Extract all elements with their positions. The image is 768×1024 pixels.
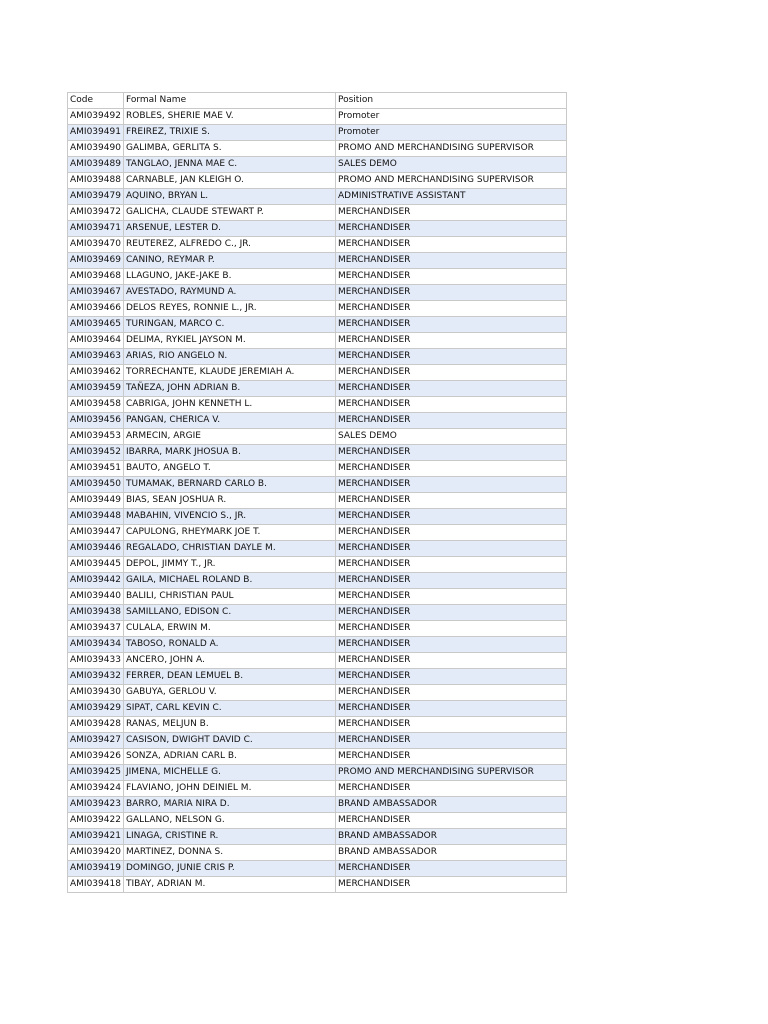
table-row	[68, 221, 567, 237]
cell-code: AMI039419	[68, 861, 124, 877]
header-position: Position	[336, 93, 567, 109]
cell-code: AMI039425	[68, 765, 124, 781]
cell-position: MERCHANDISER	[336, 781, 567, 797]
cell-formal-name: SAMILLANO, EDISON C.	[124, 605, 336, 621]
table-row	[68, 829, 567, 845]
table-row	[68, 365, 567, 381]
cell-code: AMI039423	[68, 797, 124, 813]
cell-formal-name: CASISON, DWIGHT DAVID C.	[124, 733, 336, 749]
cell-formal-name: TIBAY, ADRIAN M.	[124, 877, 336, 893]
table-body	[68, 109, 567, 893]
cell-position: MERCHANDISER	[336, 717, 567, 733]
cell-code: AMI039490	[68, 141, 124, 157]
cell-position: MERCHANDISER	[336, 813, 567, 829]
cell-code: AMI039456	[68, 413, 124, 429]
cell-formal-name: BARRO, MARIA NIRA D.	[124, 797, 336, 813]
cell-code: AMI039442	[68, 573, 124, 589]
table-row	[68, 301, 567, 317]
cell-position: MERCHANDISER	[336, 397, 567, 413]
cell-formal-name: AQUINO, BRYAN L.	[124, 189, 336, 205]
cell-formal-name: LLAGUNO, JAKE-JAKE B.	[124, 269, 336, 285]
table-header-row	[68, 93, 567, 109]
cell-formal-name: CABRIGA, JOHN KENNETH L.	[124, 397, 336, 413]
cell-code: AMI039451	[68, 461, 124, 477]
cell-code: AMI039452	[68, 445, 124, 461]
cell-code: AMI039418	[68, 877, 124, 893]
cell-code: AMI039447	[68, 525, 124, 541]
cell-position: MERCHANDISER	[336, 413, 567, 429]
cell-formal-name: DELIMA, RYKIEL JAYSON M.	[124, 333, 336, 349]
cell-formal-name: GAILA, MICHAEL ROLAND B.	[124, 573, 336, 589]
table-row	[68, 493, 567, 509]
cell-formal-name: LINAGA, CRISTINE R.	[124, 829, 336, 845]
cell-position: MERCHANDISER	[336, 493, 567, 509]
cell-position: MERCHANDISER	[336, 621, 567, 637]
cell-code: AMI039448	[68, 509, 124, 525]
table-row	[68, 605, 567, 621]
cell-formal-name: CANINO, REYMAR P.	[124, 253, 336, 269]
cell-formal-name: MARTINEZ, DONNA S.	[124, 845, 336, 861]
cell-position: MERCHANDISER	[336, 557, 567, 573]
cell-formal-name: DELOS REYES, RONNIE L., JR.	[124, 301, 336, 317]
cell-code: AMI039429	[68, 701, 124, 717]
cell-position: MERCHANDISER	[336, 861, 567, 877]
cell-code: AMI039430	[68, 685, 124, 701]
cell-code: AMI039464	[68, 333, 124, 349]
table-row	[68, 797, 567, 813]
cell-code: AMI039440	[68, 589, 124, 605]
cell-formal-name: SONZA, ADRIAN CARL B.	[124, 749, 336, 765]
cell-code: AMI039421	[68, 829, 124, 845]
cell-formal-name: SIPAT, CARL KEVIN C.	[124, 701, 336, 717]
cell-formal-name: REGALADO, CHRISTIAN DAYLE M.	[124, 541, 336, 557]
table-row	[68, 173, 567, 189]
cell-formal-name: BIAS, SEAN JOSHUA R.	[124, 493, 336, 509]
table-row	[68, 749, 567, 765]
cell-formal-name: MABAHIN, VIVENCIO S., JR.	[124, 509, 336, 525]
cell-code: AMI039472	[68, 205, 124, 221]
cell-code: AMI039434	[68, 637, 124, 653]
cell-position: Promoter	[336, 125, 567, 141]
cell-formal-name: REUTEREZ, ALFREDO C., JR.	[124, 237, 336, 253]
cell-code: AMI039437	[68, 621, 124, 637]
cell-code: AMI039438	[68, 605, 124, 621]
table-row	[68, 477, 567, 493]
cell-formal-name: ROBLES, SHERIE MAE V.	[124, 109, 336, 125]
cell-formal-name: FERRER, DEAN LEMUEL B.	[124, 669, 336, 685]
cell-formal-name: TABOSO, RONALD A.	[124, 637, 336, 653]
cell-position: MERCHANDISER	[336, 749, 567, 765]
cell-code: AMI039469	[68, 253, 124, 269]
table-row	[68, 717, 567, 733]
cell-code: AMI039467	[68, 285, 124, 301]
cell-position: BRAND AMBASSADOR	[336, 797, 567, 813]
table-row	[68, 557, 567, 573]
cell-position: MERCHANDISER	[336, 349, 567, 365]
cell-formal-name: TANGLAO, JENNA MAE C.	[124, 157, 336, 173]
header-formal-name: Formal Name	[124, 93, 336, 109]
cell-position: MERCHANDISER	[336, 701, 567, 717]
cell-code: AMI039446	[68, 541, 124, 557]
table-row	[68, 845, 567, 861]
cell-position: MERCHANDISER	[336, 461, 567, 477]
table-row	[68, 397, 567, 413]
cell-code: AMI039462	[68, 365, 124, 381]
cell-formal-name: PANGAN, CHERICA V.	[124, 413, 336, 429]
table-row	[68, 253, 567, 269]
table-row	[68, 429, 567, 445]
table-row	[68, 637, 567, 653]
table-row	[68, 589, 567, 605]
table-row	[68, 861, 567, 877]
cell-position: MERCHANDISER	[336, 525, 567, 541]
cell-formal-name: DEPOL, JIMMY T., JR.	[124, 557, 336, 573]
cell-formal-name: RANAS, MELJUN B.	[124, 717, 336, 733]
cell-position: SALES DEMO	[336, 157, 567, 173]
cell-formal-name: FLAVIANO, JOHN DEINIEL M.	[124, 781, 336, 797]
cell-formal-name: AVESTADO, RAYMUND A.	[124, 285, 336, 301]
cell-formal-name: GALICHA, CLAUDE STEWART P.	[124, 205, 336, 221]
cell-position: MERCHANDISER	[336, 381, 567, 397]
cell-formal-name: TUMAMAK, BERNARD CARLO B.	[124, 477, 336, 493]
cell-code: AMI039489	[68, 157, 124, 173]
table-row	[68, 525, 567, 541]
cell-position: MERCHANDISER	[336, 285, 567, 301]
table-row	[68, 781, 567, 797]
cell-formal-name: CAPULONG, RHEYMARK JOE T.	[124, 525, 336, 541]
cell-position: MERCHANDISER	[336, 477, 567, 493]
cell-code: AMI039479	[68, 189, 124, 205]
cell-formal-name: TORRECHANTE, KLAUDE JEREMIAH A.	[124, 365, 336, 381]
cell-formal-name: JIMENA, MICHELLE G.	[124, 765, 336, 781]
table-row	[68, 685, 567, 701]
cell-formal-name: GALLANO, NELSON G.	[124, 813, 336, 829]
table-row	[68, 653, 567, 669]
table-row	[68, 269, 567, 285]
cell-position: PROMO AND MERCHANDISING SUPERVISOR	[336, 141, 567, 157]
cell-position: MERCHANDISER	[336, 877, 567, 893]
cell-position: BRAND AMBASSADOR	[336, 845, 567, 861]
table-row	[68, 349, 567, 365]
cell-code: AMI039445	[68, 557, 124, 573]
cell-code: AMI039450	[68, 477, 124, 493]
cell-code: AMI039459	[68, 381, 124, 397]
table-row	[68, 205, 567, 221]
cell-code: AMI039492	[68, 109, 124, 125]
table-row	[68, 109, 567, 125]
table-row	[68, 509, 567, 525]
cell-position: MERCHANDISER	[336, 541, 567, 557]
cell-position: BRAND AMBASSADOR	[336, 829, 567, 845]
cell-formal-name: DOMINGO, JUNIE CRIS P.	[124, 861, 336, 877]
cell-position: MERCHANDISER	[336, 333, 567, 349]
cell-code: AMI039422	[68, 813, 124, 829]
table-row	[68, 461, 567, 477]
cell-position: ADMINISTRATIVE ASSISTANT	[336, 189, 567, 205]
cell-code: AMI039466	[68, 301, 124, 317]
table-row	[68, 381, 567, 397]
table-row	[68, 413, 567, 429]
table-row	[68, 621, 567, 637]
cell-position: Promoter	[336, 109, 567, 125]
cell-formal-name: CULALA, ERWIN M.	[124, 621, 336, 637]
cell-position: MERCHANDISER	[336, 445, 567, 461]
table-row	[68, 157, 567, 173]
cell-formal-name: GABUYA, GERLOU V.	[124, 685, 336, 701]
table-row	[68, 765, 567, 781]
table-row	[68, 285, 567, 301]
table-row	[68, 189, 567, 205]
cell-position: MERCHANDISER	[336, 733, 567, 749]
cell-position: SALES DEMO	[336, 429, 567, 445]
cell-code: AMI039432	[68, 669, 124, 685]
cell-position: MERCHANDISER	[336, 637, 567, 653]
cell-position: PROMO AND MERCHANDISING SUPERVISOR	[336, 765, 567, 781]
cell-code: AMI039471	[68, 221, 124, 237]
table-row	[68, 669, 567, 685]
cell-formal-name: TURINGAN, MARCO C.	[124, 317, 336, 333]
cell-formal-name: ANCERO, JOHN A.	[124, 653, 336, 669]
cell-code: AMI039426	[68, 749, 124, 765]
table-row	[68, 733, 567, 749]
cell-code: AMI039420	[68, 845, 124, 861]
table-row	[68, 333, 567, 349]
cell-position: MERCHANDISER	[336, 685, 567, 701]
employee-table	[67, 92, 567, 893]
cell-position: MERCHANDISER	[336, 365, 567, 381]
cell-code: AMI039491	[68, 125, 124, 141]
table-row	[68, 317, 567, 333]
cell-code: AMI039453	[68, 429, 124, 445]
cell-position: MERCHANDISER	[336, 205, 567, 221]
cell-formal-name: GALIMBA, GERLITA S.	[124, 141, 336, 157]
cell-code: AMI039433	[68, 653, 124, 669]
cell-position: MERCHANDISER	[336, 653, 567, 669]
cell-position: MERCHANDISER	[336, 573, 567, 589]
table-row	[68, 701, 567, 717]
cell-position: MERCHANDISER	[336, 237, 567, 253]
cell-position: MERCHANDISER	[336, 509, 567, 525]
cell-code: AMI039458	[68, 397, 124, 413]
cell-formal-name: BAUTO, ANGELO T.	[124, 461, 336, 477]
table-row	[68, 541, 567, 557]
cell-code: AMI039470	[68, 237, 124, 253]
table-row	[68, 237, 567, 253]
table-row	[68, 877, 567, 893]
cell-formal-name: CARNABLE, JAN KLEIGH O.	[124, 173, 336, 189]
table-row	[68, 573, 567, 589]
cell-position: MERCHANDISER	[336, 605, 567, 621]
cell-code: AMI039468	[68, 269, 124, 285]
cell-code: AMI039449	[68, 493, 124, 509]
cell-position: MERCHANDISER	[336, 253, 567, 269]
cell-position: MERCHANDISER	[336, 669, 567, 685]
cell-code: AMI039424	[68, 781, 124, 797]
cell-position: PROMO AND MERCHANDISING SUPERVISOR	[336, 173, 567, 189]
cell-formal-name: TAÑEZA, JOHN ADRIAN B.	[124, 381, 336, 397]
cell-position: MERCHANDISER	[336, 221, 567, 237]
cell-formal-name: IBARRA, MARK JHOSUA B.	[124, 445, 336, 461]
cell-code: AMI039428	[68, 717, 124, 733]
cell-position: MERCHANDISER	[336, 589, 567, 605]
table-row	[68, 125, 567, 141]
cell-formal-name: FREIREZ, TRIXIE S.	[124, 125, 336, 141]
table-row	[68, 141, 567, 157]
cell-code: AMI039488	[68, 173, 124, 189]
cell-position: MERCHANDISER	[336, 317, 567, 333]
cell-code: AMI039463	[68, 349, 124, 365]
cell-code: AMI039465	[68, 317, 124, 333]
table-row	[68, 445, 567, 461]
table-row	[68, 813, 567, 829]
cell-code: AMI039427	[68, 733, 124, 749]
cell-formal-name: ARMECIN, ARGIE	[124, 429, 336, 445]
cell-position: MERCHANDISER	[336, 269, 567, 285]
header-code: Code	[68, 93, 124, 109]
cell-formal-name: ARIAS, RIO ANGELO N.	[124, 349, 336, 365]
cell-formal-name: ARSENUE, LESTER D.	[124, 221, 336, 237]
cell-formal-name: BALILI, CHRISTIAN PAUL	[124, 589, 336, 605]
cell-position: MERCHANDISER	[336, 301, 567, 317]
